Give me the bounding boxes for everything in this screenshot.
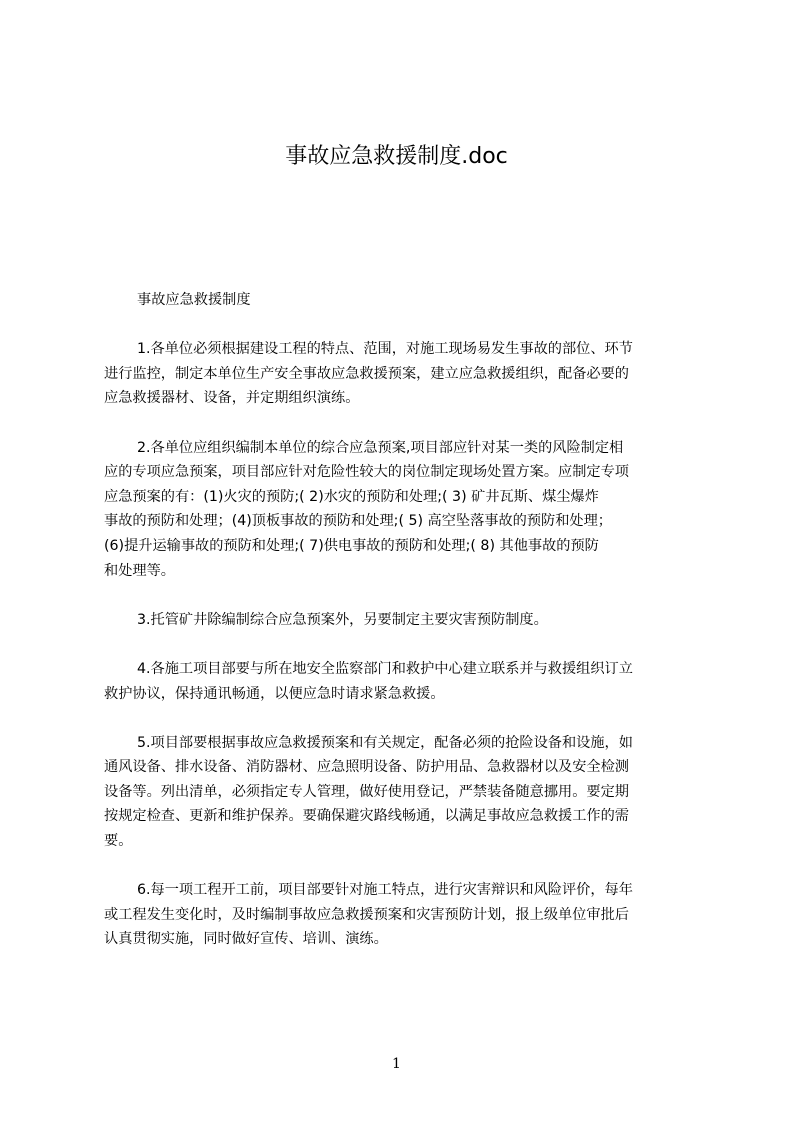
paragraph-line: 和处理等。 xyxy=(104,562,175,579)
paragraph-2 xyxy=(104,436,702,584)
paragraph-line: 通风设备、排水设备、消防器材、应急照明设备、防护用品、急救器材以及安全检测 xyxy=(104,759,629,776)
paragraph-4 xyxy=(104,657,702,706)
paragraph-line: 5.项目部要根据事故应急救援预案和有关规定，配备必须的抢险设备和设施，如 xyxy=(137,734,633,751)
paragraph-line: 或工程发生变化时，及时编制事故应急救援预案和灾害预防计划，报上级单位审批后 xyxy=(104,906,629,923)
paragraph-line: 3.托管矿井除编制综合应急预案外，另要制定主要灾害预防制度。 xyxy=(137,611,548,628)
paragraph-line: (6)提升运输事故的预防和处理;( 7)供电事故的预防和处理;( 8) 其他事故的预防 xyxy=(104,537,599,554)
paragraph-line: 设备等。列出清单，必须指定专人管理，做好使用登记，严禁装备随意挪用。要定期 xyxy=(104,783,629,800)
paragraph-5 xyxy=(104,731,702,854)
paragraph-line: 认真贯彻实施，同时做好宣传、培训、演练。 xyxy=(104,931,388,948)
paragraph-line: 1.各单位必须根据建设工程的特点、范围，对施工现场易发生事故的部位、环节 xyxy=(137,341,633,358)
page-number: 1 xyxy=(392,1056,401,1072)
paragraph-line: 应急预案的有：(1)火灾的预防;( 2)水灾的预防和处理;( 3) 矿井瓦斯、煤尘爆炸 xyxy=(104,488,599,505)
paragraph-line: 进行监控，制定本单位生产安全事故应急救援预案，建立应急救援组织，配备必要的 xyxy=(104,365,629,382)
paragraph-line: 要。 xyxy=(104,833,133,850)
paragraph-line: 2.各单位应组织编制本单位的综合应急预案,项目部应针对某一类的风险制定相 xyxy=(137,439,624,456)
paragraph-line: 6.每一项工程开工前，项目部要针对施工特点，进行灾害辩识和风险评价，每年 xyxy=(137,882,633,899)
document-body xyxy=(104,288,702,977)
paragraph-line: 4.各施工项目部要与所在地安全监察部门和救护中心建立联系并与救援组织订立 xyxy=(137,660,633,677)
paragraph-line: 应急救援器材、设备，并定期组织演练。 xyxy=(104,390,360,407)
paragraph-6 xyxy=(104,878,702,952)
paragraph-line: 应的专项应急预案，项目部应针对危险性较大的岗位制定现场处置方案。应制定专项 xyxy=(104,464,629,481)
paragraph-3 xyxy=(104,608,702,633)
document-title: 事故应急救援制度.doc xyxy=(285,144,508,169)
paragraph-line: 事故的预防和处理；(4)顶板事故的预防和处理;( 5) 高空坠落事故的预防和处理； xyxy=(104,513,612,530)
paragraph-line: 救护协议，保持通讯畅通，以便应急时请求紧急救援。 xyxy=(104,685,445,702)
paragraph-line: 按规定检查、更新和维护保养。要确保避灾路线畅通，以满足事故应急救援工作的需 xyxy=(104,808,629,825)
section-heading: 事故应急救援制度 xyxy=(137,292,251,308)
paragraph-1 xyxy=(104,337,702,411)
